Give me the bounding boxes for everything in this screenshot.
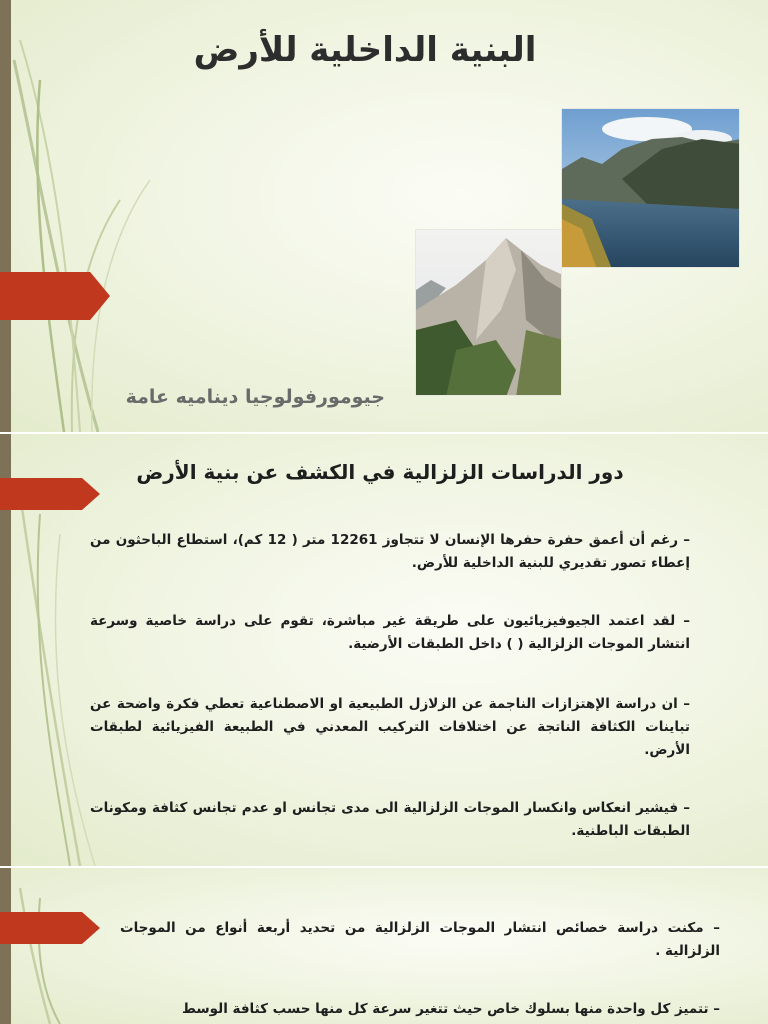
- slide-heading: دور الدراسات الزلزالية في الكشف عن بنية الأرض: [136, 460, 624, 484]
- accent-tab: [0, 478, 100, 510]
- slide-left-bar: [0, 868, 11, 1024]
- rocky-peak-photo: [415, 229, 562, 396]
- accent-tab: [0, 272, 110, 320]
- paragraph-geophysicists-method: – لقد اعتمد الجيوفيزيائيون على طريقة غير مباشرة، تقوم على دراسة خاصية وسرعة انتشار الموجات الزلزالية ( ) داخل الطبقات الأرضية.: [90, 613, 690, 652]
- paragraph-four-wave-types: – مكنت دراسة خصائص انتشار الموجات الزلزالية من تحديد أربعة أنواع من الموجات الزلزالية .: [120, 920, 720, 959]
- lake-mountain-photo: [561, 108, 740, 268]
- paragraph-wave-behavior: – تتميز كل واحدة منها بسلوك خاص حيث تتغير سرعة كل منها حسب كثافة الوسط: [181, 1001, 720, 1017]
- slide-title-heading: البنية الداخلية للأرض: [193, 30, 537, 70]
- paragraph-reflection-refraction: – فيشير انعكاس وانكسار الموجات الزلزالية الى مدى تجانس او عدم تجانس كثافة ومكونات الطبقات الباطنية.: [90, 800, 690, 839]
- paragraph-deepest-borehole: – رغم أن أعمق حفرة حفرها الإنسان لا تتجاوز 12261 متر ( 12 كم)، استطاع الباحثون من إعطاء تصور تقديري للبنية الداخلية للأرض.: [90, 532, 690, 571]
- slide-subtitle: جيومورفولوجيا ديناميه عامة: [125, 386, 385, 408]
- paragraph-vibration-study: – ان دراسة الإهتزازات الناجمة عن الزلازل الطبيعية او الاصطناعية تعطي فكرة واضحة عن تباينات الكثافة الناتجة عن اختلافات التركيب المعدني في الطبيعة الفيزيائية لطبقات الأرض.: [90, 696, 690, 758]
- slide-title: [0, 0, 768, 432]
- accent-tab: [0, 912, 100, 944]
